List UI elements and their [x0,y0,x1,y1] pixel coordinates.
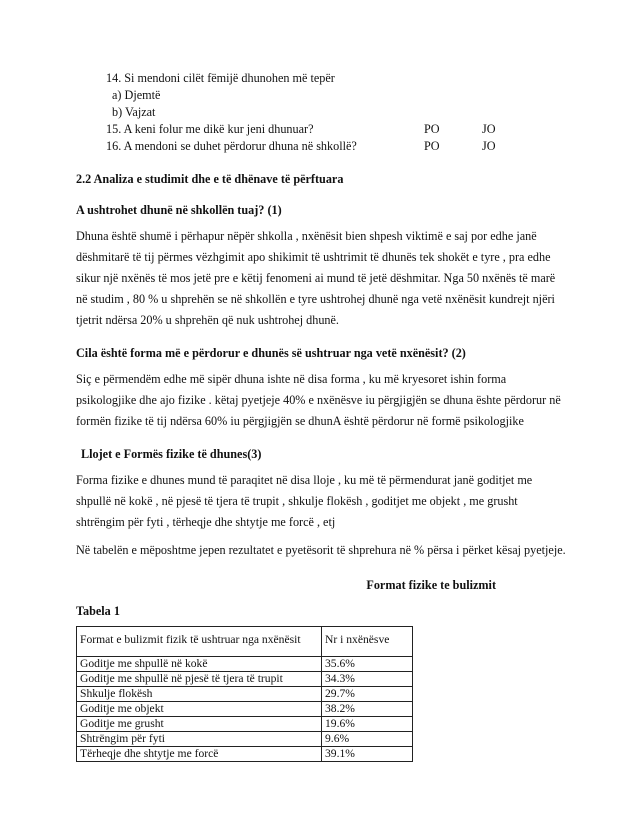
subheading-3: Llojet e Formës fizike të dhunes(3) [81,447,262,461]
table-caption: Format fizike te bulizmit [366,578,496,592]
table-row [77,657,413,672]
table-cell: Shtrëngim për fyti [77,732,322,747]
table-cell: Goditje me grusht [77,717,322,732]
question-16-no: JO [482,139,496,153]
table-cell: 9.6% [322,732,413,747]
table-cell: 29.7% [322,687,413,702]
paragraph-4: Në tabelën e mëposhtme jepen rezultatet e pyetësorit të shprehura në % përsa i përket kësaj pyetjeje. [76,543,566,557]
table-cell: 39.1% [322,747,413,762]
table-row [77,702,413,717]
table-label: Tabela 1 [76,604,120,618]
subheading-2: Cila është forma më e përdorur e dhunës së ushtruar nga vetë nxënësit? (2) [76,346,466,360]
table-row [77,717,413,732]
question-15-no: JO [482,122,496,136]
table-header-cell: Nr i nxënësve [322,627,413,657]
table-row [77,732,413,747]
table-cell: Shkulje flokësh [77,687,322,702]
table-row [77,687,413,702]
table-row [77,672,413,687]
document-page [76,70,566,762]
question-15-yes: PO [424,122,440,136]
subheading-1: A ushtrohet dhunë në shkollën tuaj? (1) [76,203,282,217]
question-14: 14. Si mendoni cilët fëmijë dhunohen më tepër [106,71,335,85]
table-row [77,747,413,762]
data-table [76,626,413,762]
table-cell: 38.2% [322,702,413,717]
question-15-row [76,121,566,138]
question-16: 16. A mendoni se duhet përdorur dhuna në shkollë? [106,139,357,153]
question-16-yes: PO [424,139,440,153]
table-cell: Goditje me objekt [77,702,322,717]
table-cell: Goditje me shpullë në kokë [77,657,322,672]
table-cell: Goditje me shpullë në pjesë të tjera të trupit [77,672,322,687]
table-cell: 34.3% [322,672,413,687]
paragraph-2: Siç e përmendëm edhe më sipër dhuna ishte në disa forma , ku më kryesoret ishin forma psikologjike dhe ajo fizike . këtaj pyetjeje 40% e nxënësve iu përgjigjën se dhuna ështe përdorur në formën fizike të tij ndërsa 60% iu përgjigjën se dhunA është përdorur në formë psikologjike [76,372,561,428]
table-cell: 35.6% [322,657,413,672]
paragraph-3: Forma fizike e dhunes mund të paraqitet në disa lloje , ku më të përmendurat janë goditjet me shpullë në kokë , në pjesë të tjera të trupit , shkulje flokësh , goditjet me objekt , me grusht shtrëngim për fyti , tërheqje dhe shtytje me forcë , etj [76,473,533,529]
paragraph-1: Dhuna është shumë i përhapur nëpër shkolla , nxënësit bien shpesh viktimë e saj por edhe janë dëshmitarë të tij përmes vëzhgimit apo shikimit të ushtrimit të dhunës tek shokët e tyre , pra edhe sikur një nxënës të mos jetë pre e këtij fenomeni ai mund të jetë dëshmitar. Nga 50 nxënës të marë në studim , 80 % u shprehën se në shkollën e tyre ushtrohej dhunë nga vetë nxënësit kundrejt njëri tjetrit ndërsa 20% u shprehën që nuk ushtrohej dhunë. [76,229,556,327]
section-title: 2.2 Analiza e studimit dhe e të dhënave të përftuara [76,172,344,186]
table-cell: 19.6% [322,717,413,732]
table-header-row [77,627,413,657]
table-cell: Tërheqje dhe shtytje me forcë [77,747,322,762]
question-16-row [76,138,566,155]
question-14-option-b: b) Vajzat [112,105,156,119]
question-14-option-a: a) Djemtë [112,88,161,102]
question-15: 15. A keni folur me dikë kur jeni dhunuar? [106,122,314,136]
table-header-cell: Format e bulizmit fizik të ushtruar nga nxënësit [77,627,322,657]
